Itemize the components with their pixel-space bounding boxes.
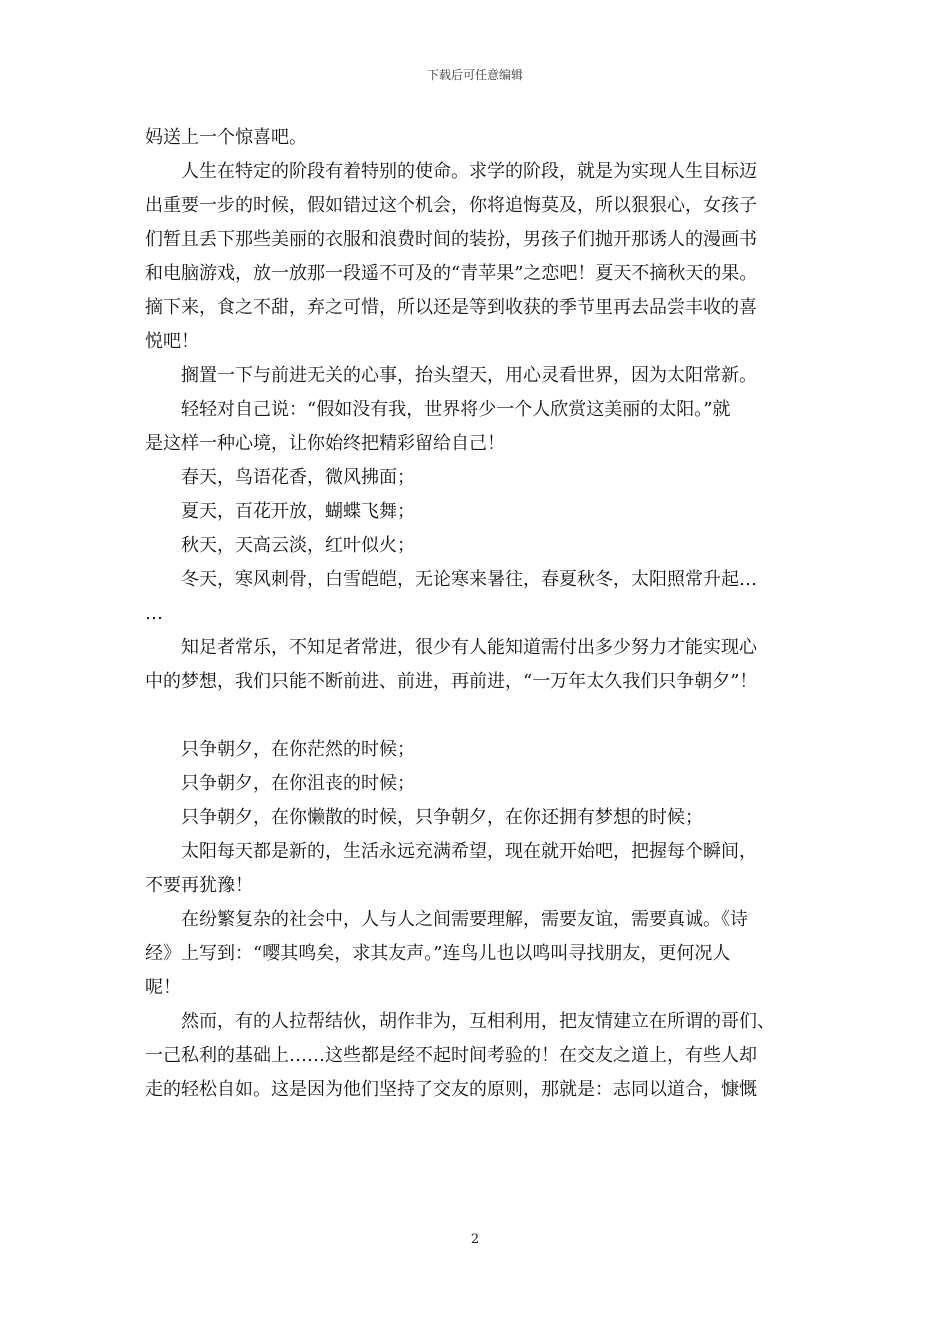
text-line: 妈送上一个惊喜吧。 (145, 127, 307, 148)
text-line: 经》上写到：“嘤其鸣矣，求其友声。”连鸟儿也以鸣叫寻找朋友，更何况人 (145, 943, 731, 964)
text-line: 中的梦想，我们只能不断前进、前进，再前进，“一万年太久我们只争朝夕”！ (145, 671, 758, 692)
text-line: 只争朝夕，在你懒散的时候，只争朝夕，在你还拥有梦想的时候； (181, 807, 703, 828)
text-line: 知足者常乐，不知足者常进，很少有人能知道需付出多少努力才能实现心 (181, 637, 757, 658)
text-line: 搁置一下与前进无关的心事，抬头望天，用心灵看世界，因为太阳常新。 (181, 365, 757, 386)
text-line: 摘下来，食之不甜，弃之可惜，所以还是等到收获的季节里再去品尝丰收的喜 (145, 297, 757, 318)
text-line: 是这样一种心境，让你始终把精彩留给自己！ (145, 433, 505, 454)
text-line: 和电脑游戏，放一放那一段遥不可及的“青苹果”之恋吧！夏天不摘秋天的果。 (145, 263, 758, 284)
text-line: 一己私利的基础上……这些都是经不起时间考验的！在交友之道上，有些人却 (145, 1045, 757, 1066)
text-line: 走的轻松自如。这是因为他们坚持了交友的原则，那就是：志同以道合，慷慨 (145, 1079, 757, 1100)
text-line: 只争朝夕，在你茫然的时候； (181, 739, 415, 760)
text-line: 轻轻对自己说：“假如没有我，世界将少一个人欣赏这美丽的太阳。”就 (181, 399, 731, 420)
text-line: 人生在特定的阶段有着特别的使命。求学的阶段，就是为实现人生目标迈 (181, 161, 757, 182)
text-line: 在纷繁复杂的社会中，人与人之间需要理解，需要友谊，需要真诚。《诗 (181, 909, 748, 930)
text-line: 只争朝夕，在你沮丧的时候； (181, 773, 415, 794)
text-line: 悦吧！ (145, 331, 199, 352)
text-line: 秋天，天高云淡，红叶似火； (181, 535, 415, 556)
text-line: 春天，鸟语花香，微风拂面； (181, 467, 415, 488)
text-line: 呢！ (145, 977, 181, 998)
text-line: 然而，有的人拉帮结伙，胡作非为，互相利用，把友情建立在所谓的哥们、 (181, 1011, 775, 1032)
text-line: 们暂且丢下那些美丽的衣服和浪费时间的装扮，男孩子们抛开那诱人的漫画书 (145, 229, 757, 250)
text-line: 太阳每天都是新的，生活永远充满希望，现在就开始吧，把握每个瞬间， (181, 841, 757, 862)
text-line: 夏天，百花开放，蝴蝶飞舞； (181, 501, 415, 522)
text-line: … (145, 603, 163, 624)
page-header: 下载后可任意编辑 (426, 68, 523, 82)
blank-line (145, 699, 815, 733)
document-body (145, 121, 815, 1107)
text-line: 出重要一步的时候，假如错过这个机会，你将追悔莫及，所以狠狠心，女孩子 (145, 195, 757, 216)
text-line: 不要再犹豫！ (145, 875, 253, 896)
page-number: 2 (470, 1232, 480, 1247)
text-line: 冬天，寒风刺骨，白雪皑皑，无论寒来暑往，春夏秋冬，太阳照常升起… (181, 569, 757, 590)
